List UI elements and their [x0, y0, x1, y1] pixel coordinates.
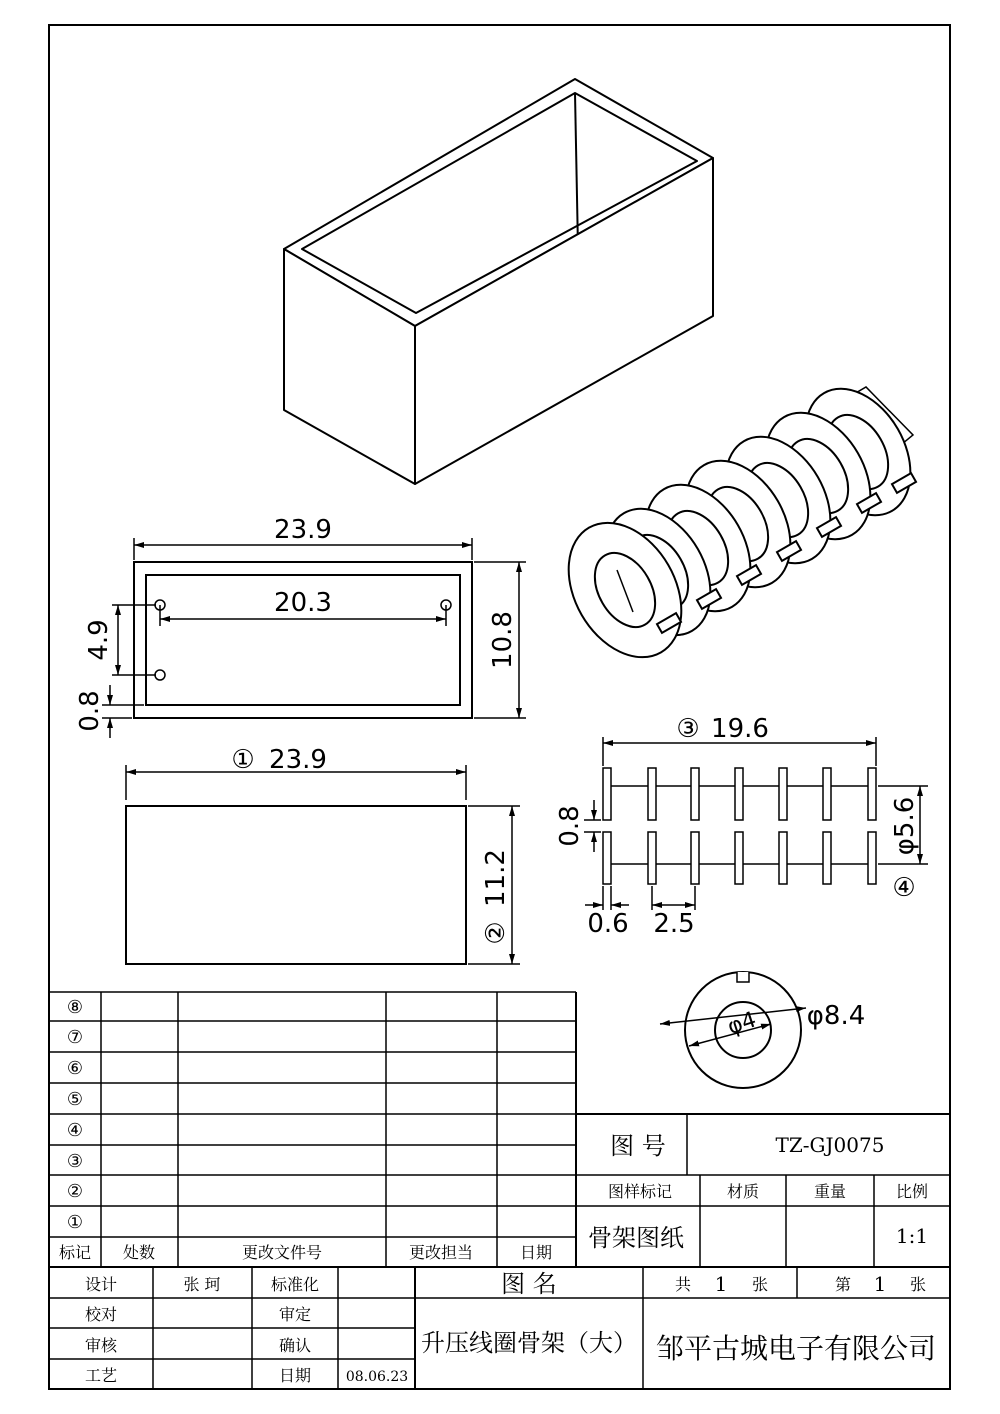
revision-row-marker: ① [66, 1212, 84, 1233]
revision-row-marker: ② [66, 1181, 84, 1202]
revision-table-grid [49, 992, 950, 1267]
date-value: 08.06.23 [345, 1369, 409, 1385]
top-view [102, 538, 526, 738]
revision-row-marker: ⑦ [66, 1027, 84, 1048]
weight-label: 重量 [813, 1182, 847, 1201]
flange-pitch-label: 2.5 [653, 909, 695, 939]
total-label: 共 [674, 1275, 692, 1294]
pin-offset-label: 0.8 [75, 690, 105, 732]
front-view [126, 765, 520, 964]
isometric-box-view [284, 79, 713, 484]
coil-diameter-marker: ④ [892, 873, 916, 903]
drawing-name-label: 图 名 [501, 1270, 557, 1298]
revision-header-change-by: 更改担当 [408, 1243, 474, 1262]
coil-length-marker: ③ [676, 714, 700, 744]
drawing-number: TZ-GJ0075 [775, 1133, 885, 1157]
pin-spacing-label: 20.3 [274, 588, 332, 618]
coil-side-view [584, 737, 928, 910]
confirm-label: 确认 [278, 1336, 312, 1355]
drawing-number-label: 图 号 [610, 1132, 666, 1160]
revision-header-date: 日期 [519, 1243, 553, 1262]
inner-diameter-label: φ4 [724, 1007, 760, 1041]
total-value: 1 [714, 1272, 728, 1296]
drawing-mark-label: 图样标记 [607, 1182, 673, 1201]
top-height-label: 10.8 [488, 611, 518, 669]
coil-length-label: 19.6 [711, 714, 769, 744]
date-label: 日期 [278, 1366, 312, 1385]
review-label: 审定 [278, 1305, 312, 1324]
revision-row-marker: ⑧ [66, 997, 84, 1018]
front-height-marker: ② [481, 921, 511, 945]
sheet-label: 第 [834, 1275, 852, 1294]
sheet-value: 1 [873, 1272, 887, 1296]
coil-3d-view [546, 370, 932, 677]
top-width-label: 23.9 [274, 515, 332, 545]
flange-thickness-label: 0.6 [587, 909, 629, 939]
revision-header-change-doc: 更改文件号 [241, 1243, 323, 1262]
process-label: 工艺 [84, 1366, 118, 1385]
revision-row-marker: ⑥ [66, 1058, 84, 1079]
design-label: 设计 [84, 1275, 118, 1294]
revision-row-marker: ⑤ [66, 1089, 84, 1110]
material-label: 材质 [726, 1182, 760, 1201]
front-width-marker: ① [231, 745, 255, 775]
drawing-mark-value: 骨架图纸 [588, 1224, 684, 1252]
flange-gap-label: 0.8 [555, 805, 585, 847]
revision-header-mark: 标记 [58, 1243, 92, 1262]
drawing-name: 升压线圈骨架（大） [421, 1329, 637, 1357]
front-height-label: 11.2 [481, 849, 511, 907]
sheet-unit: 张 [909, 1275, 927, 1294]
designer-name: 张 珂 [183, 1275, 221, 1294]
audit-label: 审核 [84, 1336, 118, 1355]
scale-label: 比例 [895, 1182, 929, 1201]
check-label: 校对 [84, 1305, 118, 1324]
coil-diameter-label: φ5.6 [890, 796, 920, 856]
total-unit: 张 [751, 1275, 769, 1294]
front-width-label: 23.9 [269, 745, 327, 775]
scale-value: 1:1 [895, 1224, 929, 1248]
revision-header-count: 处数 [122, 1243, 156, 1262]
revision-row-marker: ④ [66, 1120, 84, 1141]
revision-row-marker: ③ [66, 1151, 84, 1172]
standardize-label: 标准化 [270, 1275, 320, 1294]
company-name: 邹平古城电子有限公司 [655, 1332, 937, 1365]
outer-diameter-label: φ8.4 [806, 1001, 866, 1031]
pin-vertical-label: 4.9 [84, 619, 114, 661]
